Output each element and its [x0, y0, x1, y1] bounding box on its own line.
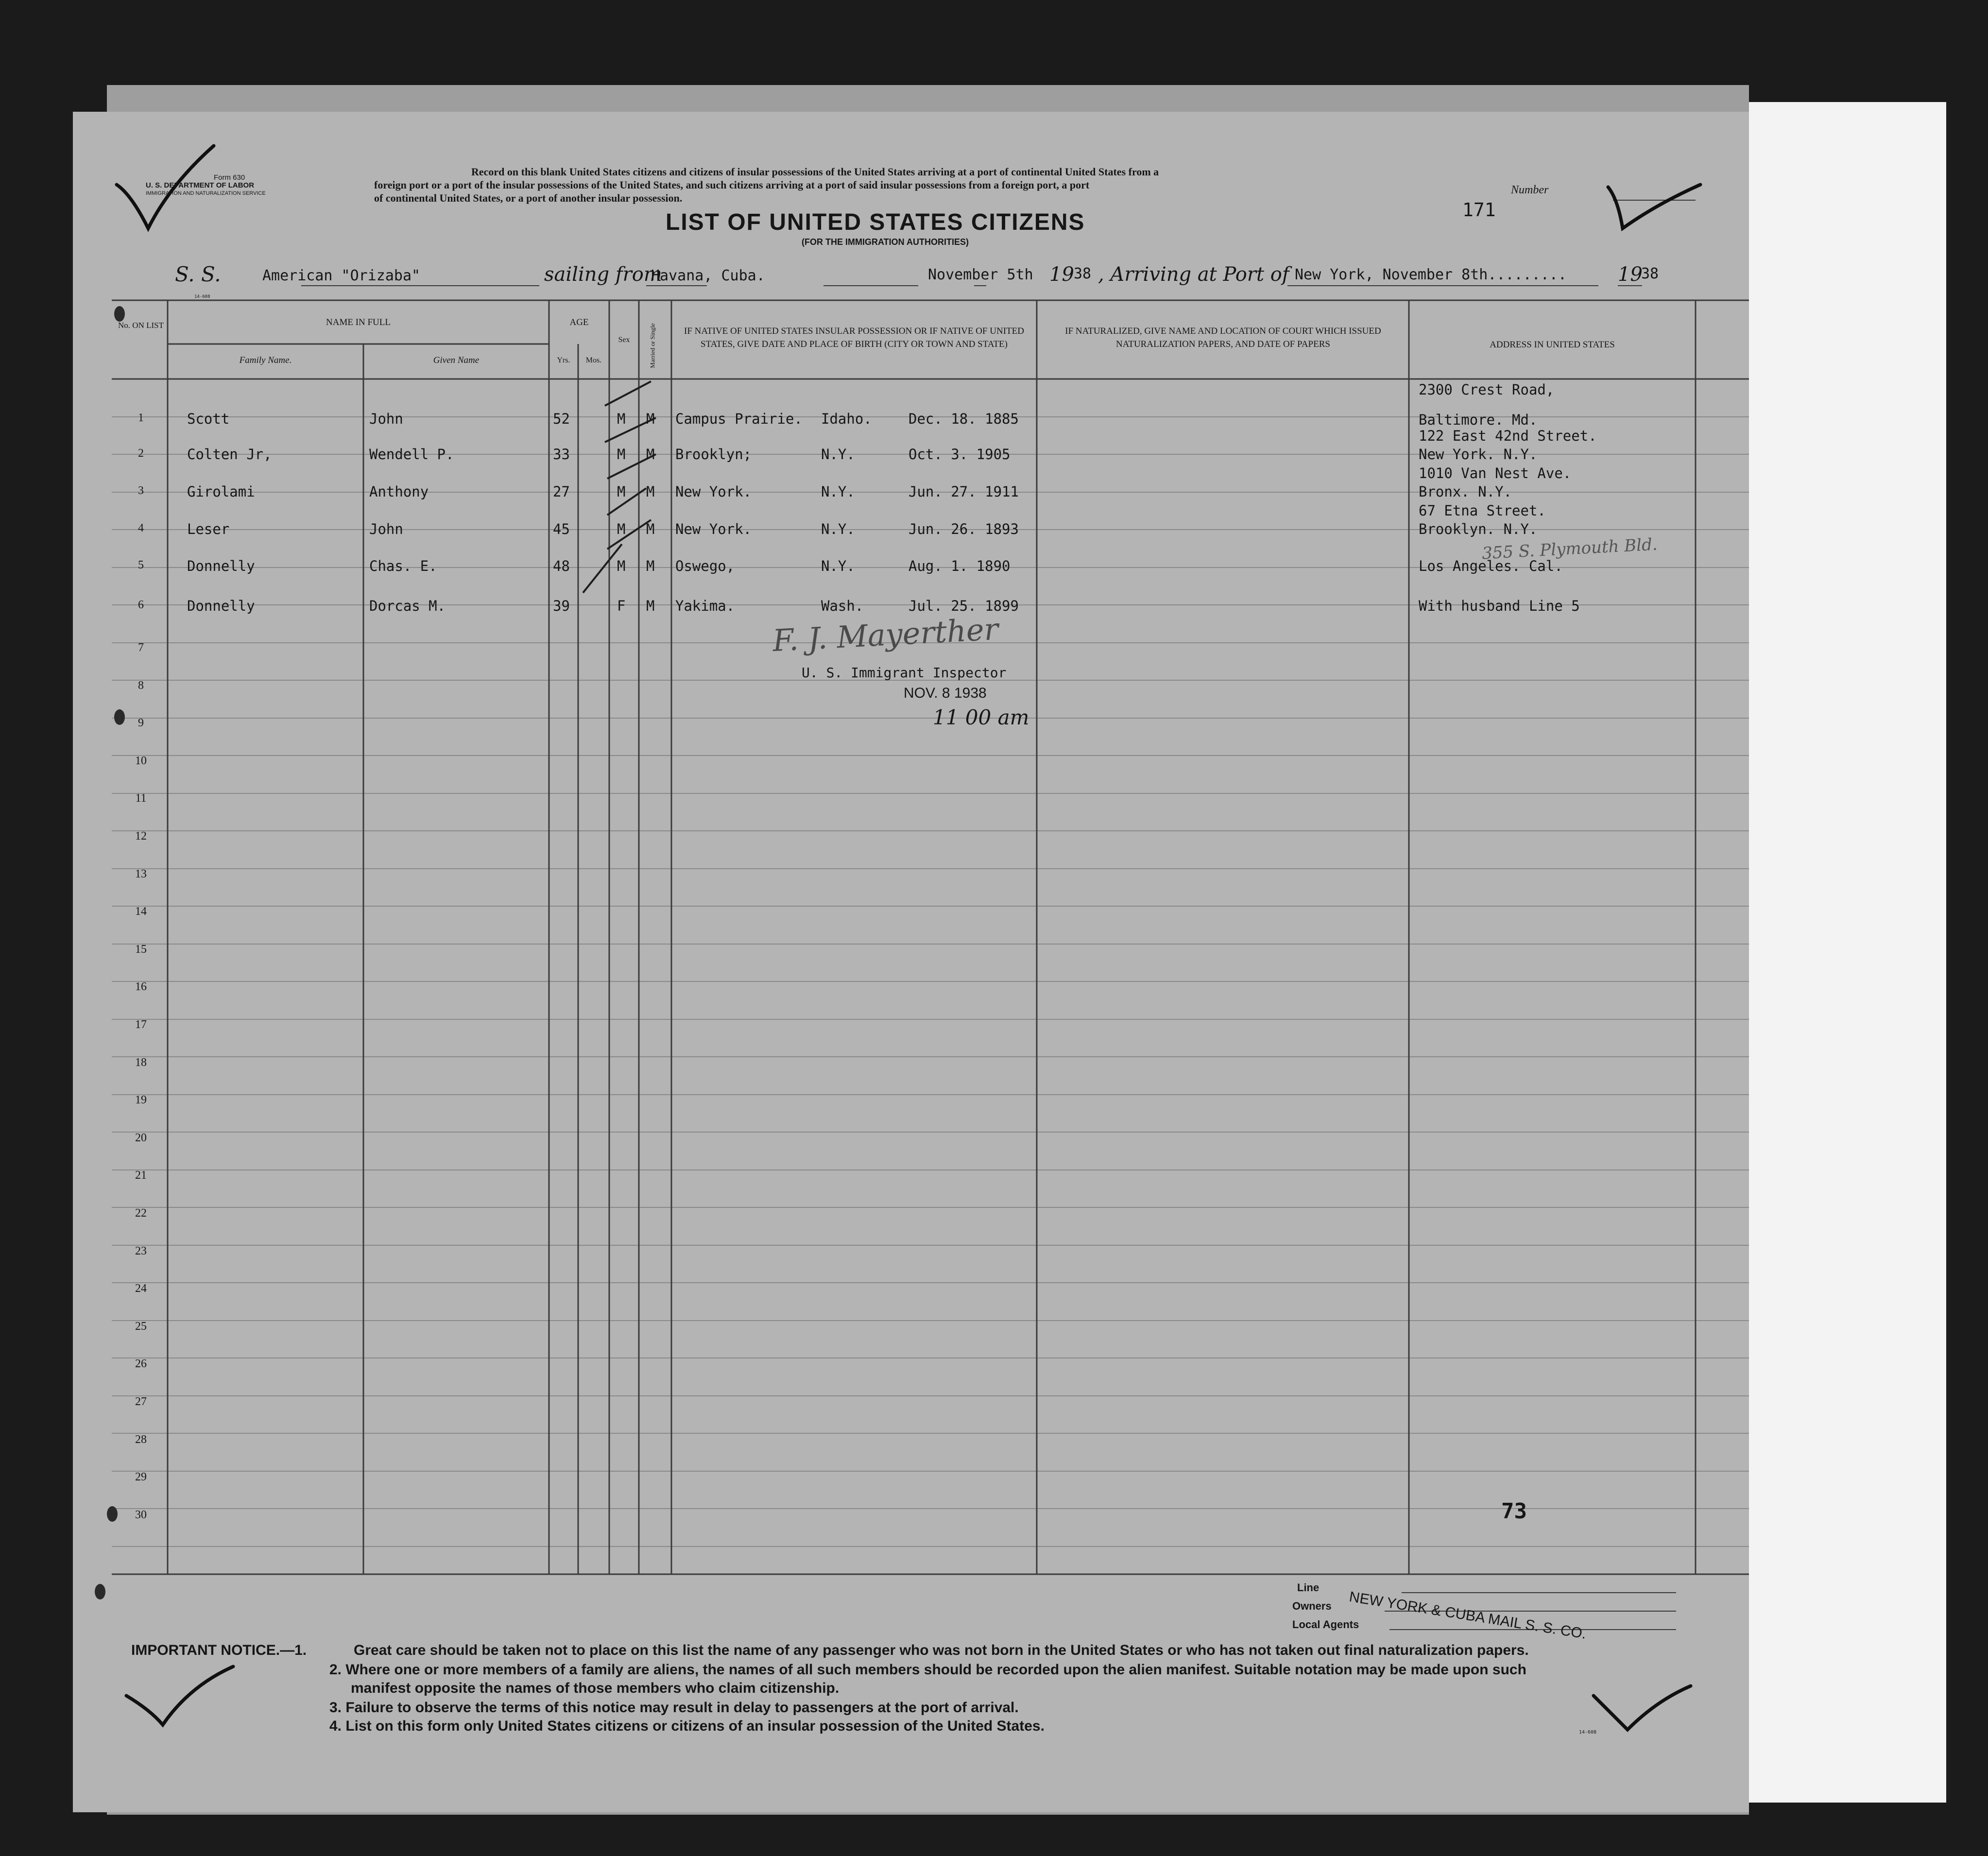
age-years: 48: [553, 558, 570, 574]
row-number: 26: [135, 1358, 147, 1371]
given-name: Wendell P.: [369, 446, 454, 463]
instruction-line-2: foreign port or a port of the insular possessions of the United States, and such citizens arriving at a port of said insular possessions from a foreign port, a port: [374, 179, 1090, 191]
col-header-naturalized: IF NATURALIZED, GIVE NAME AND LOCATION OF COURT WHICH ISSUED NATURALIZATION PAPERS, AND DATE OF PAPERS: [1065, 326, 1381, 349]
col-header-no: No. ON LIST: [118, 321, 164, 330]
departure-port: Havana, Cuba.: [651, 267, 765, 284]
check-mark-bottom-right: [1594, 1686, 1691, 1730]
page-title: LIST OF UNITED STATES CITIZENS: [666, 209, 1085, 235]
family-name: Leser: [187, 521, 230, 537]
birth-state: Wash.: [821, 598, 864, 614]
binder-hole: [114, 709, 125, 725]
col-header-sex: Sex: [618, 336, 630, 344]
arrival-year-prefix: 19: [1618, 263, 1643, 286]
birth-state: N.Y.: [821, 483, 855, 500]
form-grid: [73, 112, 1749, 1812]
page-subtitle: (FOR THE IMMIGRATION AUTHORITIES): [802, 237, 969, 247]
row-number: 17: [135, 1018, 147, 1031]
birth-city: Oswego,: [675, 558, 735, 574]
ship-name: American "Orizaba": [262, 267, 421, 284]
age-years: 45: [553, 521, 570, 537]
notice-item-2-continued: manifest opposite the names of those members who claim citizenship.: [351, 1680, 840, 1696]
row-number: 20: [135, 1131, 147, 1144]
address-line: 67 Etna Street.: [1419, 502, 1546, 519]
binder-hole: [114, 306, 125, 322]
given-name: John: [369, 411, 403, 427]
manifest-page: [73, 112, 1749, 1812]
sex: M: [617, 446, 626, 463]
marital-status: M: [646, 411, 655, 427]
background-sheet: [1730, 102, 1946, 1803]
col-header-married: Married or Single: [649, 323, 656, 368]
binder-hole: [95, 1584, 105, 1599]
birth-date: Jul. 25. 1899: [908, 598, 1019, 614]
row-number: 10: [135, 754, 147, 767]
address-line: 2300 Crest Road,: [1419, 381, 1555, 398]
birth-city: New York.: [675, 521, 752, 537]
family-name: Girolami: [187, 483, 255, 500]
row-number: 16: [135, 980, 147, 994]
notice-item-1: Great care should be taken not to place on this list the name of any passenger who was not born in the United States or who has not taken out final naturalization papers.: [354, 1642, 1529, 1658]
family-name: Colten Jr,: [187, 446, 272, 463]
steamship-line-stamp: NEW YORK & CUBA MAIL S. S. CO.: [1348, 1589, 1588, 1642]
marital-status: M: [646, 558, 655, 574]
age-years: 33: [553, 446, 570, 463]
col-header-yrs: Yrs.: [557, 356, 570, 364]
line-label: Line: [1297, 1581, 1320, 1594]
age-years: 52: [553, 411, 570, 427]
check-mark-top-right: [1608, 185, 1700, 228]
birth-city: New York.: [675, 483, 752, 500]
given-name: John: [369, 521, 403, 537]
department-label: U. S. DEPARTMENT OF LABOR: [146, 181, 255, 189]
number-label: Number: [1511, 184, 1549, 196]
notice-item-3: 3. Failure to observe the terms of this notice may result in delay to passengers at the port of arrival.: [329, 1700, 1019, 1716]
birth-date: Jun. 26. 1893: [908, 521, 1019, 537]
address-line: 355 S. Plymouth Bld.: [1481, 534, 1658, 564]
arriving-label: , Arriving at Port of: [1098, 263, 1289, 286]
owners-label: Owners: [1292, 1600, 1332, 1612]
departure-date: November 5th: [928, 266, 1033, 283]
birth-city: Campus Prairie.: [675, 411, 803, 427]
address-line: 122 East 42nd Street.: [1419, 428, 1597, 444]
col-header-address: ADDRESS IN UNITED STATES: [1490, 340, 1615, 350]
row-number: 15: [135, 943, 147, 956]
col-header-given: Given Name: [433, 355, 480, 365]
family-name: Donnelly: [187, 598, 255, 614]
birth-date: Oct. 3. 1905: [908, 446, 1011, 463]
col-header-name: NAME IN FULL: [326, 317, 391, 327]
row-number: 28: [135, 1433, 147, 1446]
birth-state: N.Y.: [821, 521, 855, 537]
local-agents-label: Local Agents: [1292, 1618, 1359, 1631]
birth-date: Dec. 18. 1885: [908, 411, 1019, 427]
row-number: 29: [135, 1471, 147, 1484]
marital-status: M: [646, 483, 655, 500]
sex: M: [617, 558, 626, 574]
address-line: New York. N.Y.: [1419, 446, 1538, 463]
row-number: 18: [135, 1056, 147, 1069]
row-number: 23: [135, 1244, 147, 1257]
sex: F: [617, 598, 626, 614]
departure-year: 38: [1074, 265, 1092, 282]
address-line: Brooklyn. N.Y.: [1419, 521, 1538, 537]
print-code-bottom: 14-608: [1579, 1730, 1597, 1735]
binder-hole: [107, 1506, 118, 1522]
form-number: Form 630: [214, 173, 245, 182]
departure-year-prefix: 19: [1049, 263, 1074, 286]
given-name: Dorcas M.: [369, 598, 446, 614]
row-number: 27: [135, 1395, 147, 1408]
row-number: 3: [138, 484, 144, 497]
address-line: Bronx. N.Y.: [1419, 483, 1512, 500]
page-number-bottom: 73: [1501, 1499, 1527, 1524]
given-name: Anthony: [369, 483, 429, 500]
col-header-age: AGE: [569, 317, 589, 327]
address-line: 1010 Van Nest Ave.: [1419, 465, 1572, 481]
row-number: 6: [138, 599, 144, 611]
row-number: 24: [135, 1282, 147, 1295]
row-number: 12: [135, 830, 147, 842]
birth-city: Brooklyn;: [675, 446, 752, 463]
inspection-time: 11 00 am: [933, 705, 1029, 729]
sailing-from-label: sailing from: [544, 263, 662, 286]
inspector-title: U. S. Immigrant Inspector: [802, 665, 1007, 681]
row-number: 30: [135, 1508, 147, 1521]
col-header-mos: Mos.: [585, 356, 602, 364]
birth-state: N.Y.: [821, 446, 855, 463]
age-years: 27: [553, 483, 570, 500]
sex: M: [617, 411, 626, 427]
row-number: 13: [135, 867, 147, 880]
form-instructions: [374, 165, 1159, 205]
sex: M: [617, 521, 626, 537]
age-years: 39: [553, 598, 570, 614]
notice-item-2: 2. Where one or more members of a family are aliens, the names of all such members should be recorded upon the alien manifest. Suitable notation may be made upon such: [329, 1662, 1526, 1678]
page-stamp: 171: [1462, 199, 1496, 221]
row-number: 2: [138, 447, 144, 460]
col-header-birth: IF NATIVE OF UNITED STATES INSULAR POSSESSION OR IF NATIVE OF UNITED STATES, GIVE DATE AND PLACE OF BIRTH (CITY OR TOWN AND STATE): [684, 326, 1024, 349]
family-name: Scott: [187, 411, 230, 427]
instruction-line-1: Record on this blank United States citizens and citizens of insular possessions of the United States arriving at a port of continental United States from a: [471, 166, 1159, 178]
address-line: Baltimore. Md.: [1419, 412, 1538, 428]
row-number: 11: [135, 792, 147, 805]
row-number: 1: [138, 412, 144, 424]
notice-item-4: 4. List on this form only United States citizens or citizens of an insular possession of the United States.: [329, 1718, 1045, 1734]
row-number: 19: [135, 1094, 147, 1107]
sex: M: [617, 483, 626, 500]
inspection-date-stamp: NOV. 8 1938: [904, 685, 987, 701]
row-number: 4: [138, 522, 144, 534]
notice-heading: IMPORTANT NOTICE.—1.: [131, 1642, 307, 1658]
col-header-family: Family Name.: [239, 355, 292, 365]
birth-date: Jun. 27. 1911: [908, 483, 1019, 500]
row-number: 22: [135, 1207, 147, 1220]
address-line: Los Angeles. Cal.: [1419, 558, 1563, 574]
arrival-year: 38: [1641, 265, 1659, 282]
birth-state: N.Y.: [821, 558, 855, 574]
marital-status: M: [646, 521, 655, 537]
marital-status: M: [646, 446, 655, 463]
inspector-signature: F. J. Mayerther: [771, 611, 999, 659]
row-number: 8: [138, 679, 144, 692]
row-number: 14: [135, 905, 147, 918]
print-code-top: 14-608: [194, 294, 210, 299]
birth-date: Aug. 1. 1890: [908, 558, 1011, 574]
check-mark-bottom-left: [126, 1667, 233, 1725]
row-number: 21: [135, 1169, 147, 1182]
family-name: Donnelly: [187, 558, 255, 574]
row-number: 7: [138, 641, 144, 654]
row-number: 9: [138, 717, 144, 730]
ss-label: S. S.: [175, 262, 221, 286]
given-name: Chas. E.: [369, 558, 437, 574]
birth-city: Yakima.: [675, 598, 735, 614]
address-line: With husband Line 5: [1419, 598, 1580, 614]
service-label: IMMIGRATION AND NATURALIZATION SERVICE: [146, 190, 266, 196]
row-number: 25: [135, 1320, 147, 1333]
marital-status: M: [646, 598, 655, 614]
arrival-port-date: New York, November 8th.........: [1295, 266, 1567, 283]
birth-state: Idaho.: [821, 411, 872, 427]
instruction-line-3: of continental United States, or a port of another insular possession.: [374, 192, 683, 204]
row-number: 5: [138, 559, 144, 571]
